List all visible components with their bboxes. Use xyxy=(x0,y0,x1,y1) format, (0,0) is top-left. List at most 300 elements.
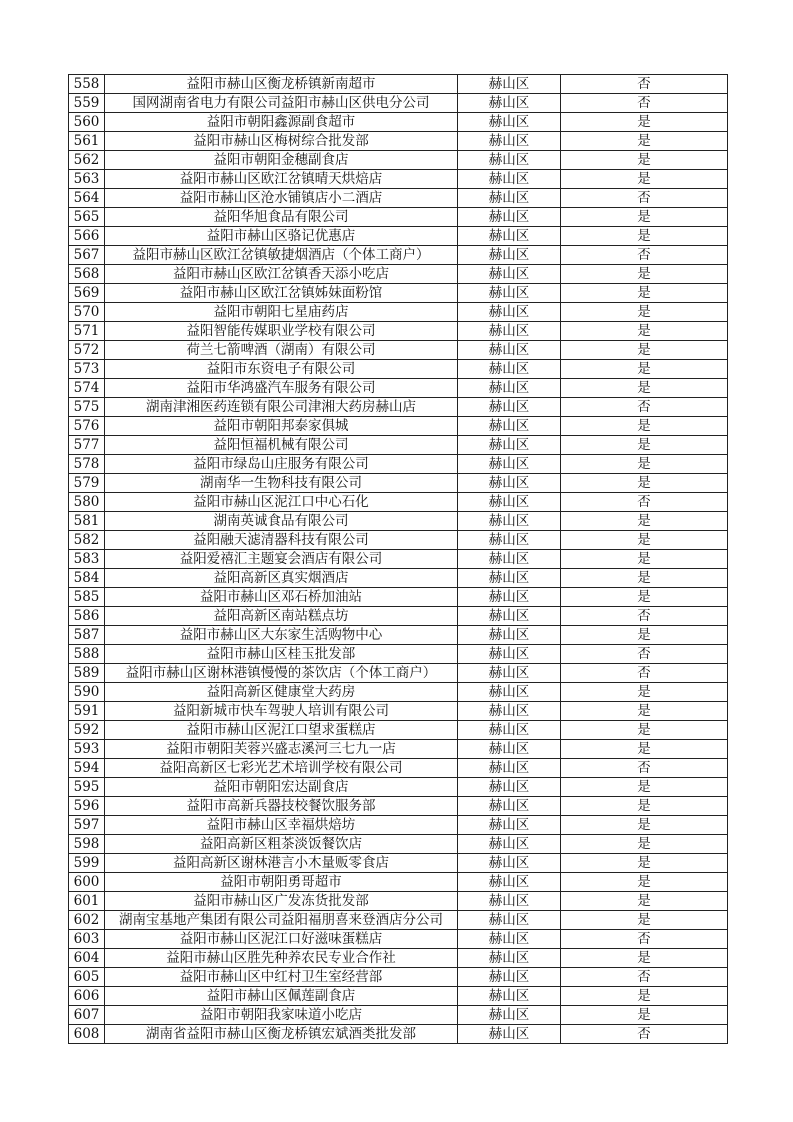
company-name: 益阳融天滤清器科技有限公司 xyxy=(193,532,369,548)
table-row xyxy=(69,208,728,227)
row-district: 赫山区 xyxy=(458,797,561,816)
company-name: 益阳市赫山区骆记优惠店 xyxy=(206,228,356,244)
row-number: 564 xyxy=(69,189,105,208)
table-row xyxy=(69,873,728,892)
row-number: 563 xyxy=(69,170,105,189)
row-cell-name xyxy=(105,265,458,284)
row-district: 赫山区 xyxy=(458,265,561,284)
row-cell-name xyxy=(105,892,458,911)
row-number: 581 xyxy=(69,512,105,531)
row-flag: 是 xyxy=(561,284,728,303)
row-district: 赫山区 xyxy=(458,531,561,550)
table-row xyxy=(69,607,728,626)
row-district: 赫山区 xyxy=(458,607,561,626)
row-flag: 是 xyxy=(561,1006,728,1025)
row-district: 赫山区 xyxy=(458,75,561,94)
company-name: 益阳市赫山区泥江口中心石化 xyxy=(193,494,369,510)
table-row xyxy=(69,455,728,474)
row-district: 赫山区 xyxy=(458,968,561,987)
company-name: 益阳新城市快车驾驶人培训有限公司 xyxy=(173,703,389,719)
row-flag: 是 xyxy=(561,740,728,759)
row-number: 598 xyxy=(69,835,105,854)
row-flag: 是 xyxy=(561,474,728,493)
row-district: 赫山区 xyxy=(458,873,561,892)
row-cell-name xyxy=(105,854,458,873)
row-cell-name xyxy=(105,968,458,987)
row-number: 569 xyxy=(69,284,105,303)
row-flag: 是 xyxy=(561,987,728,1006)
row-cell-name xyxy=(105,607,458,626)
table-row xyxy=(69,303,728,322)
row-cell-name xyxy=(105,778,458,797)
row-cell-name xyxy=(105,911,458,930)
table-row xyxy=(69,1025,728,1044)
row-number: 572 xyxy=(69,341,105,360)
row-cell-name xyxy=(105,75,458,94)
row-flag: 否 xyxy=(561,968,728,987)
row-cell-name xyxy=(105,170,458,189)
table-row xyxy=(69,892,728,911)
row-flag: 否 xyxy=(561,493,728,512)
table-row xyxy=(69,835,728,854)
row-district: 赫山区 xyxy=(458,626,561,645)
row-district: 赫山区 xyxy=(458,208,561,227)
row-cell-name xyxy=(105,797,458,816)
table-body xyxy=(69,75,728,1044)
row-number: 592 xyxy=(69,721,105,740)
row-cell-name xyxy=(105,455,458,474)
row-district: 赫山区 xyxy=(458,1006,561,1025)
row-number: 603 xyxy=(69,930,105,949)
table-row xyxy=(69,854,728,873)
row-flag: 否 xyxy=(561,246,728,265)
company-name: 湖南英诚食品有限公司 xyxy=(213,513,349,529)
row-flag: 是 xyxy=(561,778,728,797)
row-cell-name xyxy=(105,341,458,360)
row-flag: 是 xyxy=(561,531,728,550)
table-row xyxy=(69,759,728,778)
company-name: 益阳市赫山区欧江岔镇晴天烘焙店 xyxy=(179,171,383,187)
row-flag: 是 xyxy=(561,322,728,341)
row-district: 赫山区 xyxy=(458,113,561,132)
row-cell-name xyxy=(105,208,458,227)
row-flag: 否 xyxy=(561,664,728,683)
company-name: 益阳市朝阳宏达副食店 xyxy=(213,779,349,795)
row-flag: 是 xyxy=(561,949,728,968)
row-cell-name xyxy=(105,151,458,170)
company-name: 益阳智能传媒职业学校有限公司 xyxy=(186,323,376,339)
row-number: 585 xyxy=(69,588,105,607)
row-cell-name xyxy=(105,683,458,702)
row-district: 赫山区 xyxy=(458,588,561,607)
row-district: 赫山区 xyxy=(458,151,561,170)
row-flag: 是 xyxy=(561,303,728,322)
company-name: 益阳市赫山区幸福烘焙坊 xyxy=(206,817,356,833)
row-district: 赫山区 xyxy=(458,341,561,360)
company-name: 益阳市赫山区邓石桥加油站 xyxy=(200,589,362,605)
row-number: 570 xyxy=(69,303,105,322)
enterprise-table xyxy=(68,74,728,1044)
row-district: 赫山区 xyxy=(458,417,561,436)
row-cell-name xyxy=(105,1006,458,1025)
table-row xyxy=(69,683,728,702)
company-name: 益阳市朝阳芙蓉兴盛志溪河三七九一店 xyxy=(166,741,396,757)
row-flag: 是 xyxy=(561,683,728,702)
table-row xyxy=(69,246,728,265)
company-name: 益阳市朝阳勇哥超市 xyxy=(220,874,342,890)
company-name: 益阳市朝阳我家味道小吃店 xyxy=(200,1007,362,1023)
row-cell-name xyxy=(105,512,458,531)
row-number: 583 xyxy=(69,550,105,569)
table-row xyxy=(69,227,728,246)
row-cell-name xyxy=(105,816,458,835)
table-row xyxy=(69,341,728,360)
row-district: 赫山区 xyxy=(458,645,561,664)
row-number: 576 xyxy=(69,417,105,436)
row-district: 赫山区 xyxy=(458,436,561,455)
table-row xyxy=(69,189,728,208)
row-cell-name xyxy=(105,417,458,436)
table-row xyxy=(69,493,728,512)
row-number: 567 xyxy=(69,246,105,265)
row-cell-name xyxy=(105,702,458,721)
row-number: 588 xyxy=(69,645,105,664)
table-row xyxy=(69,531,728,550)
row-number: 602 xyxy=(69,911,105,930)
row-district: 赫山区 xyxy=(458,550,561,569)
row-number: 561 xyxy=(69,132,105,151)
row-district: 赫山区 xyxy=(458,474,561,493)
row-cell-name xyxy=(105,94,458,113)
row-district: 赫山区 xyxy=(458,892,561,911)
row-number: 597 xyxy=(69,816,105,835)
row-flag: 是 xyxy=(561,132,728,151)
row-flag: 是 xyxy=(561,721,728,740)
table-row xyxy=(69,94,728,113)
row-cell-name xyxy=(105,303,458,322)
row-flag: 是 xyxy=(561,626,728,645)
table-row xyxy=(69,417,728,436)
company-name: 益阳市赫山区欧江岔镇香天添小吃店 xyxy=(173,266,389,282)
row-district: 赫山区 xyxy=(458,759,561,778)
company-name: 益阳市东资电子有限公司 xyxy=(206,361,356,377)
row-district: 赫山区 xyxy=(458,721,561,740)
row-number: 584 xyxy=(69,569,105,588)
row-flag: 否 xyxy=(561,930,728,949)
table-row xyxy=(69,360,728,379)
company-name: 益阳市绿岛山庄服务有限公司 xyxy=(193,456,369,472)
row-flag: 是 xyxy=(561,417,728,436)
row-number: 560 xyxy=(69,113,105,132)
table-row xyxy=(69,911,728,930)
company-name: 湖南省益阳市赫山区衡龙桥镇宏斌酒类批发部 xyxy=(146,1026,416,1042)
row-flag: 是 xyxy=(561,265,728,284)
table-row xyxy=(69,379,728,398)
row-cell-name xyxy=(105,626,458,645)
row-flag: 是 xyxy=(561,170,728,189)
row-flag: 否 xyxy=(561,759,728,778)
row-number: 578 xyxy=(69,455,105,474)
company-name: 益阳高新区健康堂大药房 xyxy=(206,684,356,700)
table-row xyxy=(69,284,728,303)
row-cell-name xyxy=(105,873,458,892)
row-flag: 否 xyxy=(561,645,728,664)
company-name: 益阳市赫山区梅树综合批发部 xyxy=(193,133,369,149)
row-flag: 是 xyxy=(561,797,728,816)
table-row xyxy=(69,569,728,588)
row-cell-name xyxy=(105,1025,458,1044)
row-flag: 是 xyxy=(561,873,728,892)
row-number: 575 xyxy=(69,398,105,417)
row-cell-name xyxy=(105,132,458,151)
company-name: 益阳市赫山区欧江岔镇敏捷烟酒店（个体工商户） xyxy=(132,247,430,263)
row-cell-name xyxy=(105,398,458,417)
row-district: 赫山区 xyxy=(458,816,561,835)
row-number: 599 xyxy=(69,854,105,873)
row-flag: 是 xyxy=(561,816,728,835)
table-row xyxy=(69,436,728,455)
row-number: 608 xyxy=(69,1025,105,1044)
row-district: 赫山区 xyxy=(458,740,561,759)
row-cell-name xyxy=(105,113,458,132)
row-district: 赫山区 xyxy=(458,911,561,930)
row-district: 赫山区 xyxy=(458,246,561,265)
company-name: 益阳市朝阳金穗副食店 xyxy=(213,152,349,168)
table-row xyxy=(69,550,728,569)
company-name: 湖南津湘医药连锁有限公司津湘大药房赫山店 xyxy=(146,399,416,415)
row-cell-name xyxy=(105,284,458,303)
table-row xyxy=(69,645,728,664)
company-name: 荷兰七箭啤酒（湖南）有限公司 xyxy=(186,342,376,358)
row-district: 赫山区 xyxy=(458,379,561,398)
row-cell-name xyxy=(105,246,458,265)
row-cell-name xyxy=(105,949,458,968)
company-name: 益阳市赫山区欧江岔镇姊妹面粉馆 xyxy=(179,285,383,301)
row-flag: 否 xyxy=(561,398,728,417)
row-district: 赫山区 xyxy=(458,94,561,113)
row-district: 赫山区 xyxy=(458,683,561,702)
row-district: 赫山区 xyxy=(458,1025,561,1044)
row-cell-name xyxy=(105,664,458,683)
table-row xyxy=(69,170,728,189)
row-flag: 是 xyxy=(561,569,728,588)
row-number: 596 xyxy=(69,797,105,816)
row-cell-name xyxy=(105,360,458,379)
row-cell-name xyxy=(105,569,458,588)
row-flag: 是 xyxy=(561,512,728,531)
row-flag: 是 xyxy=(561,702,728,721)
company-name: 益阳市赫山区中红村卫生室经营部 xyxy=(179,969,383,985)
table-row xyxy=(69,702,728,721)
row-cell-name xyxy=(105,759,458,778)
company-name: 益阳市赫山区广发冻货批发部 xyxy=(193,893,369,909)
row-flag: 否 xyxy=(561,189,728,208)
company-name: 国网湖南省电力有限公司益阳市赫山区供电分公司 xyxy=(132,95,430,111)
table-row xyxy=(69,778,728,797)
company-name: 益阳市朝阳邦泰家俱城 xyxy=(213,418,349,434)
row-number: 573 xyxy=(69,360,105,379)
row-flag: 是 xyxy=(561,227,728,246)
table-row xyxy=(69,816,728,835)
row-number: 586 xyxy=(69,607,105,626)
row-number: 604 xyxy=(69,949,105,968)
row-district: 赫山区 xyxy=(458,569,561,588)
company-name: 湖南华一生物科技有限公司 xyxy=(200,475,362,491)
row-district: 赫山区 xyxy=(458,702,561,721)
row-district: 赫山区 xyxy=(458,303,561,322)
table-row xyxy=(69,588,728,607)
row-cell-name xyxy=(105,493,458,512)
row-flag: 是 xyxy=(561,436,728,455)
company-name: 益阳市华鸿盛汽车服务有限公司 xyxy=(186,380,376,396)
row-flag: 是 xyxy=(561,208,728,227)
table-row xyxy=(69,949,728,968)
company-name: 益阳高新区南站糕点坊 xyxy=(213,608,349,624)
company-name: 益阳市赫山区桂玉批发部 xyxy=(206,646,356,662)
row-flag: 否 xyxy=(561,94,728,113)
table-row xyxy=(69,151,728,170)
row-cell-name xyxy=(105,322,458,341)
row-number: 591 xyxy=(69,702,105,721)
row-flag: 是 xyxy=(561,911,728,930)
table-row xyxy=(69,512,728,531)
table-row xyxy=(69,265,728,284)
company-name: 益阳市赫山区衡龙桥镇新南超市 xyxy=(186,76,376,92)
row-number: 590 xyxy=(69,683,105,702)
row-flag: 是 xyxy=(561,151,728,170)
company-name: 益阳市赫山区佩莲副食店 xyxy=(206,988,356,1004)
row-district: 赫山区 xyxy=(458,227,561,246)
company-name: 益阳爱禧汇主题宴会酒店有限公司 xyxy=(179,551,383,567)
row-district: 赫山区 xyxy=(458,987,561,1006)
company-name: 益阳华旭食品有限公司 xyxy=(213,209,349,225)
row-number: 571 xyxy=(69,322,105,341)
row-number: 574 xyxy=(69,379,105,398)
company-name: 益阳市赫山区沧水铺镇店小二酒店 xyxy=(179,190,383,206)
company-name: 益阳市朝阳鑫源副食超市 xyxy=(206,114,356,130)
row-number: 607 xyxy=(69,1006,105,1025)
table-row xyxy=(69,474,728,493)
row-district: 赫山区 xyxy=(458,455,561,474)
company-name: 益阳市赫山区谢林港镇慢慢的茶饮店（个体工商户） xyxy=(125,665,437,681)
row-number: 605 xyxy=(69,968,105,987)
company-name: 益阳市赫山区大东家生活购物中心 xyxy=(179,627,383,643)
row-number: 579 xyxy=(69,474,105,493)
table-row xyxy=(69,113,728,132)
row-cell-name xyxy=(105,531,458,550)
row-number: 589 xyxy=(69,664,105,683)
row-district: 赫山区 xyxy=(458,949,561,968)
company-name: 益阳市高新兵器技校餐饮服务部 xyxy=(186,798,376,814)
row-number: 593 xyxy=(69,740,105,759)
row-flag: 是 xyxy=(561,341,728,360)
row-flag: 是 xyxy=(561,360,728,379)
table-row xyxy=(69,740,728,759)
row-flag: 是 xyxy=(561,113,728,132)
row-cell-name xyxy=(105,189,458,208)
table-row xyxy=(69,132,728,151)
row-district: 赫山区 xyxy=(458,493,561,512)
row-number: 559 xyxy=(69,94,105,113)
row-flag: 是 xyxy=(561,588,728,607)
row-number: 580 xyxy=(69,493,105,512)
row-flag: 是 xyxy=(561,455,728,474)
row-district: 赫山区 xyxy=(458,322,561,341)
company-name: 益阳高新区真实烟酒店 xyxy=(213,570,349,586)
row-cell-name xyxy=(105,740,458,759)
row-number: 562 xyxy=(69,151,105,170)
row-number: 565 xyxy=(69,208,105,227)
row-district: 赫山区 xyxy=(458,360,561,379)
row-number: 587 xyxy=(69,626,105,645)
table-row xyxy=(69,626,728,645)
table-row xyxy=(69,930,728,949)
row-cell-name xyxy=(105,227,458,246)
row-flag: 是 xyxy=(561,892,728,911)
row-district: 赫山区 xyxy=(458,930,561,949)
row-number: 606 xyxy=(69,987,105,1006)
row-cell-name xyxy=(105,588,458,607)
row-district: 赫山区 xyxy=(458,854,561,873)
company-name: 益阳市赫山区胜先种养农民专业合作社 xyxy=(166,950,396,966)
table-row xyxy=(69,322,728,341)
row-district: 赫山区 xyxy=(458,170,561,189)
table-row xyxy=(69,398,728,417)
company-name: 益阳市赫山区泥江口好滋味蛋糕店 xyxy=(179,931,383,947)
row-district: 赫山区 xyxy=(458,132,561,151)
table-row xyxy=(69,75,728,94)
row-cell-name xyxy=(105,930,458,949)
row-cell-name xyxy=(105,645,458,664)
row-flag: 是 xyxy=(561,835,728,854)
table-row xyxy=(69,968,728,987)
row-district: 赫山区 xyxy=(458,835,561,854)
table-row xyxy=(69,664,728,683)
company-name: 益阳高新区谢林港言小木量贩零食店 xyxy=(173,855,389,871)
row-flag: 是 xyxy=(561,379,728,398)
company-name: 益阳市赫山区泥江口望求蛋糕店 xyxy=(186,722,376,738)
table-row xyxy=(69,1006,728,1025)
row-district: 赫山区 xyxy=(458,189,561,208)
row-number: 582 xyxy=(69,531,105,550)
row-cell-name xyxy=(105,721,458,740)
company-name: 益阳市朝阳七星庙药店 xyxy=(213,304,349,320)
company-name: 益阳高新区七彩光艺术培训学校有限公司 xyxy=(159,760,403,776)
company-name: 湖南宝基地产集团有限公司益阳福朋喜来登酒店分公司 xyxy=(119,912,443,928)
row-cell-name xyxy=(105,550,458,569)
row-number: 600 xyxy=(69,873,105,892)
row-cell-name xyxy=(105,436,458,455)
row-district: 赫山区 xyxy=(458,284,561,303)
row-district: 赫山区 xyxy=(458,664,561,683)
row-cell-name xyxy=(105,835,458,854)
table-row xyxy=(69,987,728,1006)
row-district: 赫山区 xyxy=(458,398,561,417)
row-number: 594 xyxy=(69,759,105,778)
row-district: 赫山区 xyxy=(458,512,561,531)
row-flag: 否 xyxy=(561,1025,728,1044)
row-number: 595 xyxy=(69,778,105,797)
row-flag: 是 xyxy=(561,550,728,569)
table-row xyxy=(69,797,728,816)
row-flag: 否 xyxy=(561,607,728,626)
row-number: 568 xyxy=(69,265,105,284)
row-number: 558 xyxy=(69,75,105,94)
row-district: 赫山区 xyxy=(458,778,561,797)
row-cell-name xyxy=(105,379,458,398)
row-number: 577 xyxy=(69,436,105,455)
row-cell-name xyxy=(105,987,458,1006)
